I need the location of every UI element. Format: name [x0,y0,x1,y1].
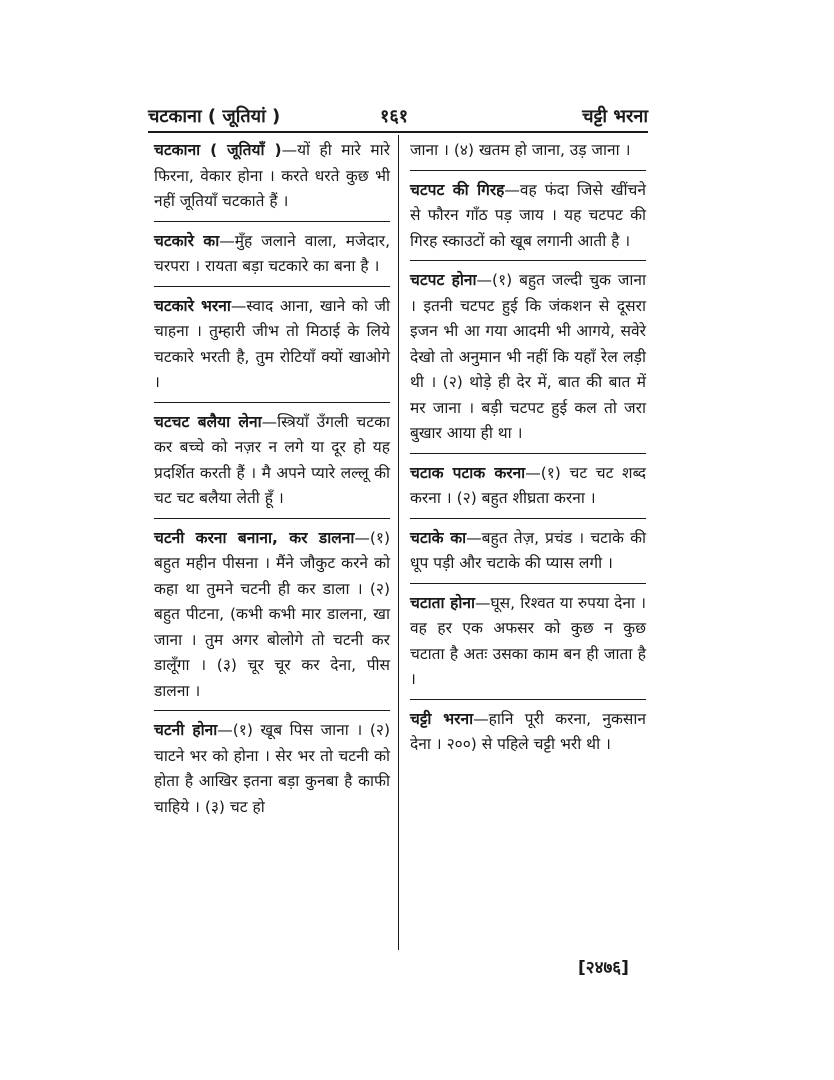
entry-headword: चट्टी भरना [410,709,474,728]
entry-headword: चटाता होना [410,593,475,612]
entry-definition: —मुँह जलाने वाला, मजेदार, चरपरा । रायता बड़ा चटकारे का बना है । [154,231,390,275]
dictionary-entry [410,526,646,584]
page-header [148,100,648,130]
dictionary-entry [410,268,646,454]
entry-headword: चटपट होना [410,271,477,289]
plate-number: [२४७६] [578,958,629,978]
entry-headword: चटपट की गिरह [410,180,505,199]
entry-definition: —घूस, रिश्वत या रुपया देना । वह हर एक अफसर को कुछ न कुछ चटाता है अतः उसका काम बन ही जाता है । [410,593,646,688]
entry-definition: जाना । (४) खतम हो जाना, उड़ जाना । [410,141,631,159]
entry-definition: —स्त्रियाँ उँगली चटका कर बच्चे को नज़र न लगे या दूर हो यह प्रदर्शित करती हैं । मै अपने प्यारे लल्लू की चट चट बलैया लेती हूँ । [154,412,390,507]
header-right-headword: चट्टी भरना [582,106,648,127]
dictionary-entry [154,229,390,287]
entry-definition: —हानि पूरी करना, नुकसान देना । २००) से पहिले चट्टी भरी थी । [410,709,646,753]
entry-headword: चटकारे का [154,231,220,250]
dictionary-entry [410,707,646,764]
entry-headword: चटनी होना [154,721,218,739]
right-column [410,138,646,771]
entry-definition: —स्वाद आना, खाने को जी चाहना । तुम्हारी जीभ तो मिठाई के लिये चटकारे भरती है, तुम रोटियाँ क्यों खाओगे । [154,296,390,391]
dictionary-entry [154,294,390,403]
page-number: १६१ [380,106,409,127]
entry-headword: चटकारे भरना [154,296,231,315]
entry-headword: चटाके का [410,528,467,547]
dictionary-entry [410,591,646,700]
entry-headword: चटकाना ( जूतियाँ ) [154,141,282,159]
header-rule [148,131,648,133]
dictionary-entry [154,718,390,826]
entry-definition: —बहुत तेज़, प्रचंड । चटाके की धूप पड़ी और चटाके की प्यास लगी । [410,528,646,572]
entry-headword: चटचट बलैया लेना [154,412,262,431]
dictionary-entry-continued [410,138,646,171]
entry-definition: —(१) चट चट शब्द करना । (२) बहुत शीघ्रता करना । [410,463,646,507]
entry-definition: —वह फंदा जिसे खींचने से फौरन गाँठ पड़ जाय । यह चटपट की गिरह स्काउटों को खूब लगानी आती है । [410,180,646,250]
entry-headword: चटनी करना बनाना, कर डालना [154,528,355,547]
dictionary-entry [154,526,390,712]
column-divider [398,135,399,950]
entry-definition: —(१) बहुत जल्दी चुक जाना । इतनी चटपट हुई कि जंकशन से दूसरा इजन भी आ गया आदमी भी आगये, सवेरे देखो तो अनुमान भी नहीं कि यहाँ रेल लड़ी थी । (२) थोड़े ही देर में, बात की बात में मर जाना । बड़ी चटपट हुई कल तो जरा बुखार आया ही था । [410,271,646,442]
header-left-headword: चटकाना ( जूतियां ) [148,106,281,127]
dictionary-entry [154,138,390,222]
left-column [154,138,390,833]
dictionary-entry [154,410,390,519]
entry-definition: —(१) बहुत महीन पीसना । मैंने जौकुट करने को कहा था तुमने चटनी ही कर डाला । (२) बहुत पीटना, (कभी कभी मार डालना, खा जाना । तुम अगर बोलोगे तो चटनी कर डालूँगा । (३) चूर चूर कर देना, पीस डालना । [154,528,390,700]
entry-definition: —यों ही मारे मारे फिरना, वेकार होना । करते धरते कुछ भी नहीं जूतियाँ चटकाते हैं । [154,141,390,210]
entry-definition: —(१) खूब पिस जाना । (२) चाटने भर को होना । सेर भर तो चटनी को होता है आखिर इतना बड़ा कुनबा है काफी चाहिये । (३) चट हो [154,721,391,816]
dictionary-entry [410,178,646,262]
dictionary-entry [410,461,646,519]
entry-headword: चटाक पटाक करना [410,463,526,482]
